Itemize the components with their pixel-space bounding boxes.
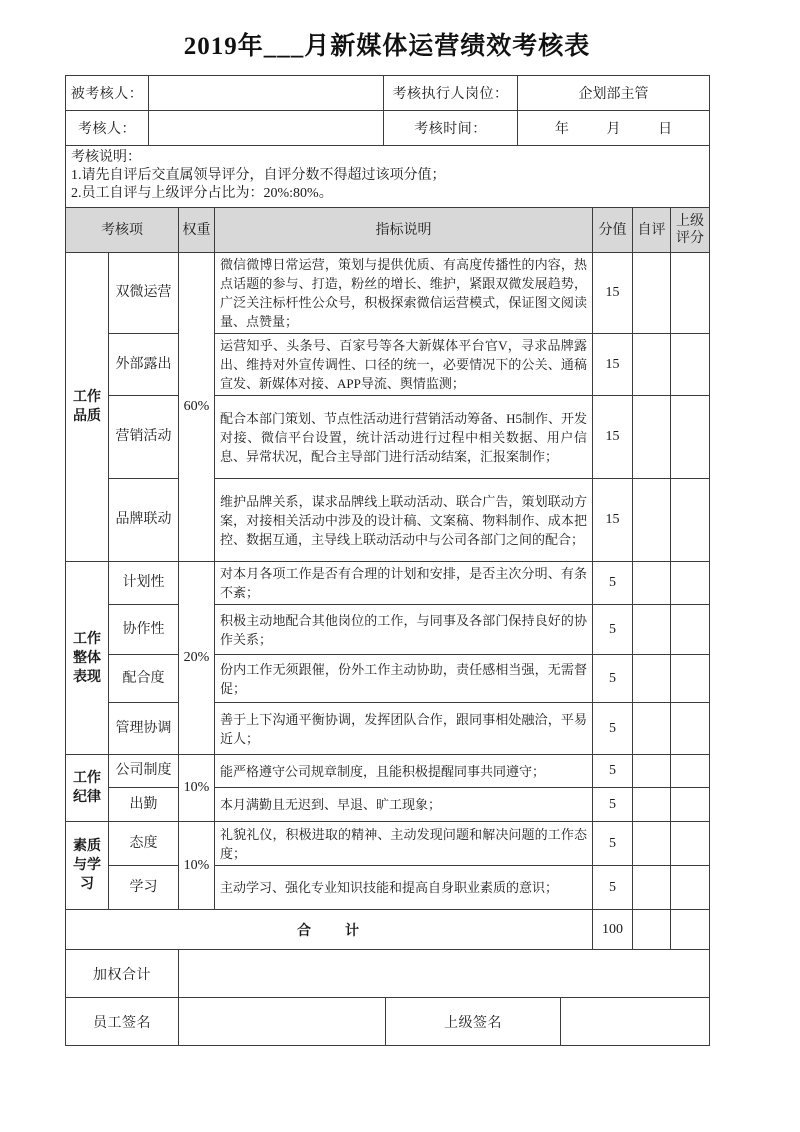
- self-score-cell: [633, 396, 671, 479]
- table-row: [66, 755, 710, 788]
- assessee-label-cell: 被考核人：: [66, 76, 149, 111]
- score-cell: 5: [593, 755, 633, 788]
- indicator-cell: 能严格遵守公司规章制度，且能积极提醒同事共同遵守；: [215, 755, 593, 788]
- signature-table: [65, 949, 710, 1046]
- table-row: [66, 605, 710, 655]
- table-row: [66, 655, 710, 703]
- score-cell: 15: [593, 396, 633, 479]
- category-cell: 工作品质: [66, 253, 109, 562]
- instructions-heading: 考核说明：: [71, 150, 141, 165]
- table-row: [66, 396, 710, 479]
- time-label-cell: 考核时间：: [384, 111, 518, 146]
- category-cell: 素质与学习: [66, 822, 109, 910]
- score-cell: 5: [593, 788, 633, 822]
- self-score-cell: [633, 755, 671, 788]
- weighted-total-label-cell: 加权合计: [66, 950, 179, 998]
- table-row: [66, 562, 710, 605]
- item-cell: 管理协调: [109, 703, 179, 755]
- table-row: [66, 703, 710, 755]
- indicator-cell: 积极主动地配合其他岗位的工作，与同事及各部门保持良好的协作关系；: [215, 605, 593, 655]
- category-cell: 工作整体表现: [66, 562, 109, 755]
- total-score-cell: 100: [593, 910, 633, 950]
- assessor-label-cell: 考核人：: [66, 111, 149, 146]
- superior-score-cell: [671, 788, 710, 822]
- item-cell: 配合度: [109, 655, 179, 703]
- self-score-cell: [633, 703, 671, 755]
- superior-score-cell: [671, 822, 710, 866]
- header-item: 考核项: [66, 208, 179, 253]
- superior-score-cell: [671, 655, 710, 703]
- indicator-cell: 配合本部门策划、节点性活动进行营销活动筹备、H5制作、开发对接、微信平台设置，统计活动进行过程中相关数据、用户信息、异常状况，配合主导部门进行活动结案，汇报案制作；: [215, 396, 593, 479]
- item-cell: 学习: [109, 866, 179, 910]
- superior-score-cell: [671, 562, 710, 605]
- year-label: 年: [554, 122, 569, 137]
- indicator-cell: 微信微博日常运营，策划与提供优质、有高度传播性的内容，热点话题的参与、打造，粉丝的增长、维护，紧跟双微发展趋势，广泛关注标杆性公众号，积极探索微信运营模式，保证图文阅读量、点赞量；: [215, 253, 593, 334]
- instructions-cell: [66, 146, 710, 208]
- score-cell: 5: [593, 822, 633, 866]
- score-cell: 5: [593, 605, 633, 655]
- item-cell: 态度: [109, 822, 179, 866]
- score-cell: 5: [593, 562, 633, 605]
- weighted-total-value-cell: [179, 950, 710, 998]
- superior-score-cell: [671, 479, 710, 562]
- table-row: [66, 822, 710, 866]
- page-title: 2019年___月新媒体运营绩效考核表: [183, 33, 591, 60]
- assessor-value-cell: [149, 111, 384, 146]
- item-cell: 品牌联动: [109, 479, 179, 562]
- score-cell: 15: [593, 479, 633, 562]
- self-score-cell: [633, 334, 671, 396]
- category-cell: 工作纪律: [66, 755, 109, 822]
- self-score-cell: [633, 562, 671, 605]
- employee-sign-value-cell: [179, 998, 386, 1046]
- header-superior: 上级评分: [671, 208, 710, 253]
- indicator-cell: 主动学习、强化专业知识技能和提高自身职业素质的意识；: [215, 866, 593, 910]
- table-row: [66, 788, 710, 822]
- assessee-value-cell: [149, 76, 384, 111]
- superior-score-cell: [671, 253, 710, 334]
- indicator-cell: 本月满勤且无迟到、早退、旷工现象；: [215, 788, 593, 822]
- item-cell: 营销活动: [109, 396, 179, 479]
- info-table: [65, 75, 710, 208]
- indicator-cell: 对本月各项工作是否有合理的计划和安排，是否主次分明、有条不紊；: [215, 562, 593, 605]
- item-cell: 出勤: [109, 788, 179, 822]
- table-header-row: [66, 208, 710, 253]
- table-row: [66, 866, 710, 910]
- self-score-cell: [633, 479, 671, 562]
- weight-cell: 10%: [179, 822, 215, 910]
- month-label: 月: [606, 122, 621, 137]
- item-cell: 外部露出: [109, 334, 179, 396]
- superior-sign-label-cell: 上级签名: [386, 998, 561, 1046]
- instruction-line-1: 1.请先自评后交直属领导评分，自评分数不得超过该项分值；: [71, 168, 446, 183]
- superior-score-cell: [671, 755, 710, 788]
- superior-score-cell: [671, 334, 710, 396]
- instruction-line-2: 2.员工自评与上级评分占比为：20%:80%。: [71, 186, 333, 201]
- superior-score-cell: [671, 605, 710, 655]
- total-superior-cell: [671, 910, 710, 950]
- header-indicator: 指标说明: [215, 208, 593, 253]
- superior-sign-value-cell: [561, 998, 710, 1046]
- employee-sign-label-cell: 员工签名: [66, 998, 179, 1046]
- time-value-cell: [518, 111, 710, 146]
- header-score: 分值: [593, 208, 633, 253]
- score-cell: 5: [593, 703, 633, 755]
- score-cell: 15: [593, 253, 633, 334]
- weight-cell: 60%: [179, 253, 215, 562]
- indicator-cell: 维护品牌关系，谋求品牌线上联动活动、联合广告，策划联动方案，对接相关活动中涉及的设计稿、文案稿、物料制作、成本把控、数据互通，主导线上联动活动中与公司各部门之间的配合；: [215, 479, 593, 562]
- self-score-cell: [633, 655, 671, 703]
- weight-cell: 10%: [179, 755, 215, 822]
- executor-value-cell: 企划部主管: [518, 76, 710, 111]
- superior-score-cell: [671, 703, 710, 755]
- item-cell: 公司制度: [109, 755, 179, 788]
- indicator-cell: 善于上下沟通平衡协调，发挥团队合作，跟同事相处融洽，平易近人；: [215, 703, 593, 755]
- score-cell: 5: [593, 655, 633, 703]
- self-score-cell: [633, 788, 671, 822]
- total-row: [66, 910, 710, 950]
- superior-score-cell: [671, 396, 710, 479]
- weight-cell: 20%: [179, 562, 215, 755]
- self-score-cell: [633, 605, 671, 655]
- table-row: [66, 334, 710, 396]
- item-cell: 双微运营: [109, 253, 179, 334]
- indicator-cell: 份内工作无须跟催，份外工作主动协助，责任感相当强，无需督促；: [215, 655, 593, 703]
- superior-score-cell: [671, 866, 710, 910]
- self-score-cell: [633, 822, 671, 866]
- self-score-cell: [633, 866, 671, 910]
- indicator-cell: 礼貌礼仪，积极进取的精神、主动发现问题和解决问题的工作态度；: [215, 822, 593, 866]
- header-self: 自评: [633, 208, 671, 253]
- item-cell: 计划性: [109, 562, 179, 605]
- score-cell: 15: [593, 334, 633, 396]
- indicator-cell: 运营知乎、头条号、百家号等各大新媒体平台官V，寻求品牌露出、维持对外宣传调性、口径的统一，必要情况下的公关、通稿宣发、新媒体对接、APP导流、舆情监测；: [215, 334, 593, 396]
- self-score-cell: [633, 253, 671, 334]
- total-self-cell: [633, 910, 671, 950]
- item-cell: 协作性: [109, 605, 179, 655]
- score-cell: 5: [593, 866, 633, 910]
- total-label-cell: 合 计: [66, 910, 593, 950]
- executor-label-cell: 考核执行人岗位：: [384, 76, 518, 111]
- table-row: [66, 253, 710, 334]
- header-weight: 权重: [179, 208, 215, 253]
- table-row: [66, 479, 710, 562]
- score-table: [65, 207, 710, 950]
- day-label: 日: [658, 122, 673, 137]
